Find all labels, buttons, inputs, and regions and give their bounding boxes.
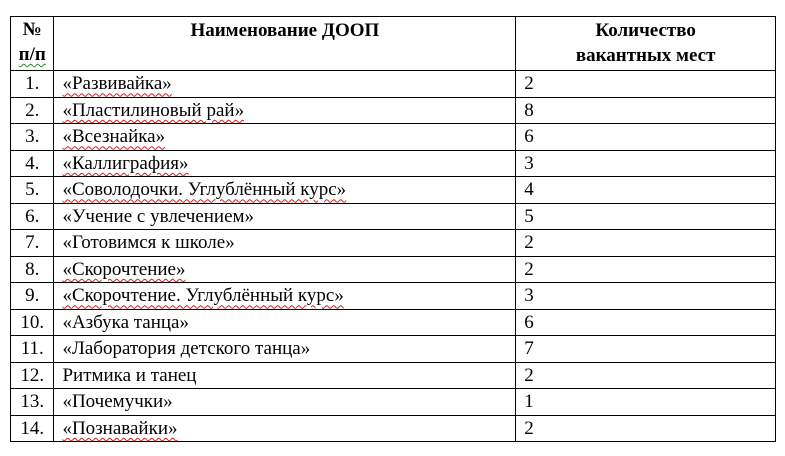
row-name-text: «Учение с увлечением» <box>62 205 255 227</box>
row-number: 11. <box>11 336 54 363</box>
row-number: 3. <box>11 124 54 151</box>
table-header-row <box>11 17 776 71</box>
row-number: 10. <box>11 309 54 336</box>
row-number: 1. <box>11 71 54 98</box>
row-count: 6 <box>516 124 776 151</box>
table-row <box>11 177 776 204</box>
table-row <box>11 415 776 442</box>
row-name <box>54 336 516 363</box>
row-name-text: «Развивайка» <box>62 73 172 95</box>
row-count: 5 <box>516 203 776 230</box>
row-count: 6 <box>516 309 776 336</box>
table-row <box>11 283 776 310</box>
row-number: 4. <box>11 150 54 177</box>
header-number-line2: п/п <box>18 44 46 65</box>
table-row <box>11 230 776 257</box>
row-name <box>54 283 516 310</box>
row-name <box>54 203 516 230</box>
row-name-text: «Каллиграфия» <box>62 152 189 174</box>
row-count: 2 <box>516 415 776 442</box>
row-name-text: «Соволодочки. Углублённый курс» <box>62 179 347 201</box>
header-number-line1: № <box>22 19 42 40</box>
row-name-text: «Лаборатория детского танца» <box>62 338 311 360</box>
row-number: 9. <box>11 283 54 310</box>
row-name <box>54 362 516 389</box>
row-name <box>54 177 516 204</box>
row-count: 2 <box>516 256 776 283</box>
table-row <box>11 71 776 98</box>
table-row <box>11 124 776 151</box>
table-row <box>11 97 776 124</box>
row-name <box>54 97 516 124</box>
table-row <box>11 362 776 389</box>
row-number: 7. <box>11 230 54 257</box>
row-number: 6. <box>11 203 54 230</box>
row-count: 7 <box>516 336 776 363</box>
header-count-line1: Количество <box>595 20 696 41</box>
row-count: 3 <box>516 283 776 310</box>
header-count <box>516 17 776 71</box>
row-name <box>54 124 516 151</box>
row-number: 12. <box>11 362 54 389</box>
row-name-text: Ритмика и танец <box>62 364 197 386</box>
row-number: 5. <box>11 177 54 204</box>
row-count: 2 <box>516 71 776 98</box>
row-number: 8. <box>11 256 54 283</box>
row-number: 13. <box>11 389 54 416</box>
row-name-text: «Азбука танца» <box>62 311 189 333</box>
row-count: 8 <box>516 97 776 124</box>
row-name <box>54 71 516 98</box>
header-count-line2: вакантных мест <box>575 45 716 66</box>
row-number: 2. <box>11 97 54 124</box>
row-name <box>54 256 516 283</box>
table-row <box>11 309 776 336</box>
header-name: Наименование ДООП <box>54 17 516 71</box>
row-name <box>54 150 516 177</box>
row-name-text: «Скорочтение» <box>62 258 186 280</box>
row-count: 1 <box>516 389 776 416</box>
row-name <box>54 415 516 442</box>
table-row <box>11 203 776 230</box>
vacancies-table <box>10 16 776 442</box>
row-count: 4 <box>516 177 776 204</box>
row-name <box>54 309 516 336</box>
row-count: 2 <box>516 362 776 389</box>
table-row <box>11 336 776 363</box>
header-number <box>11 17 54 71</box>
row-name <box>54 230 516 257</box>
table-row <box>11 150 776 177</box>
row-count: 2 <box>516 230 776 257</box>
table-row <box>11 256 776 283</box>
table-row <box>11 389 776 416</box>
row-number: 14. <box>11 415 54 442</box>
row-name-text: «Пластилиновый рай» <box>62 99 245 121</box>
row-name-text: «Познавайки» <box>62 417 178 439</box>
row-name-text: «Почемучки» <box>62 391 173 413</box>
row-count: 3 <box>516 150 776 177</box>
row-name-text: «Скорочтение. Углублённый курс» <box>62 285 344 307</box>
row-name-text: «Готовимся к школе» <box>62 232 235 254</box>
row-name <box>54 389 516 416</box>
row-name-text: «Всезнайка» <box>62 126 166 148</box>
